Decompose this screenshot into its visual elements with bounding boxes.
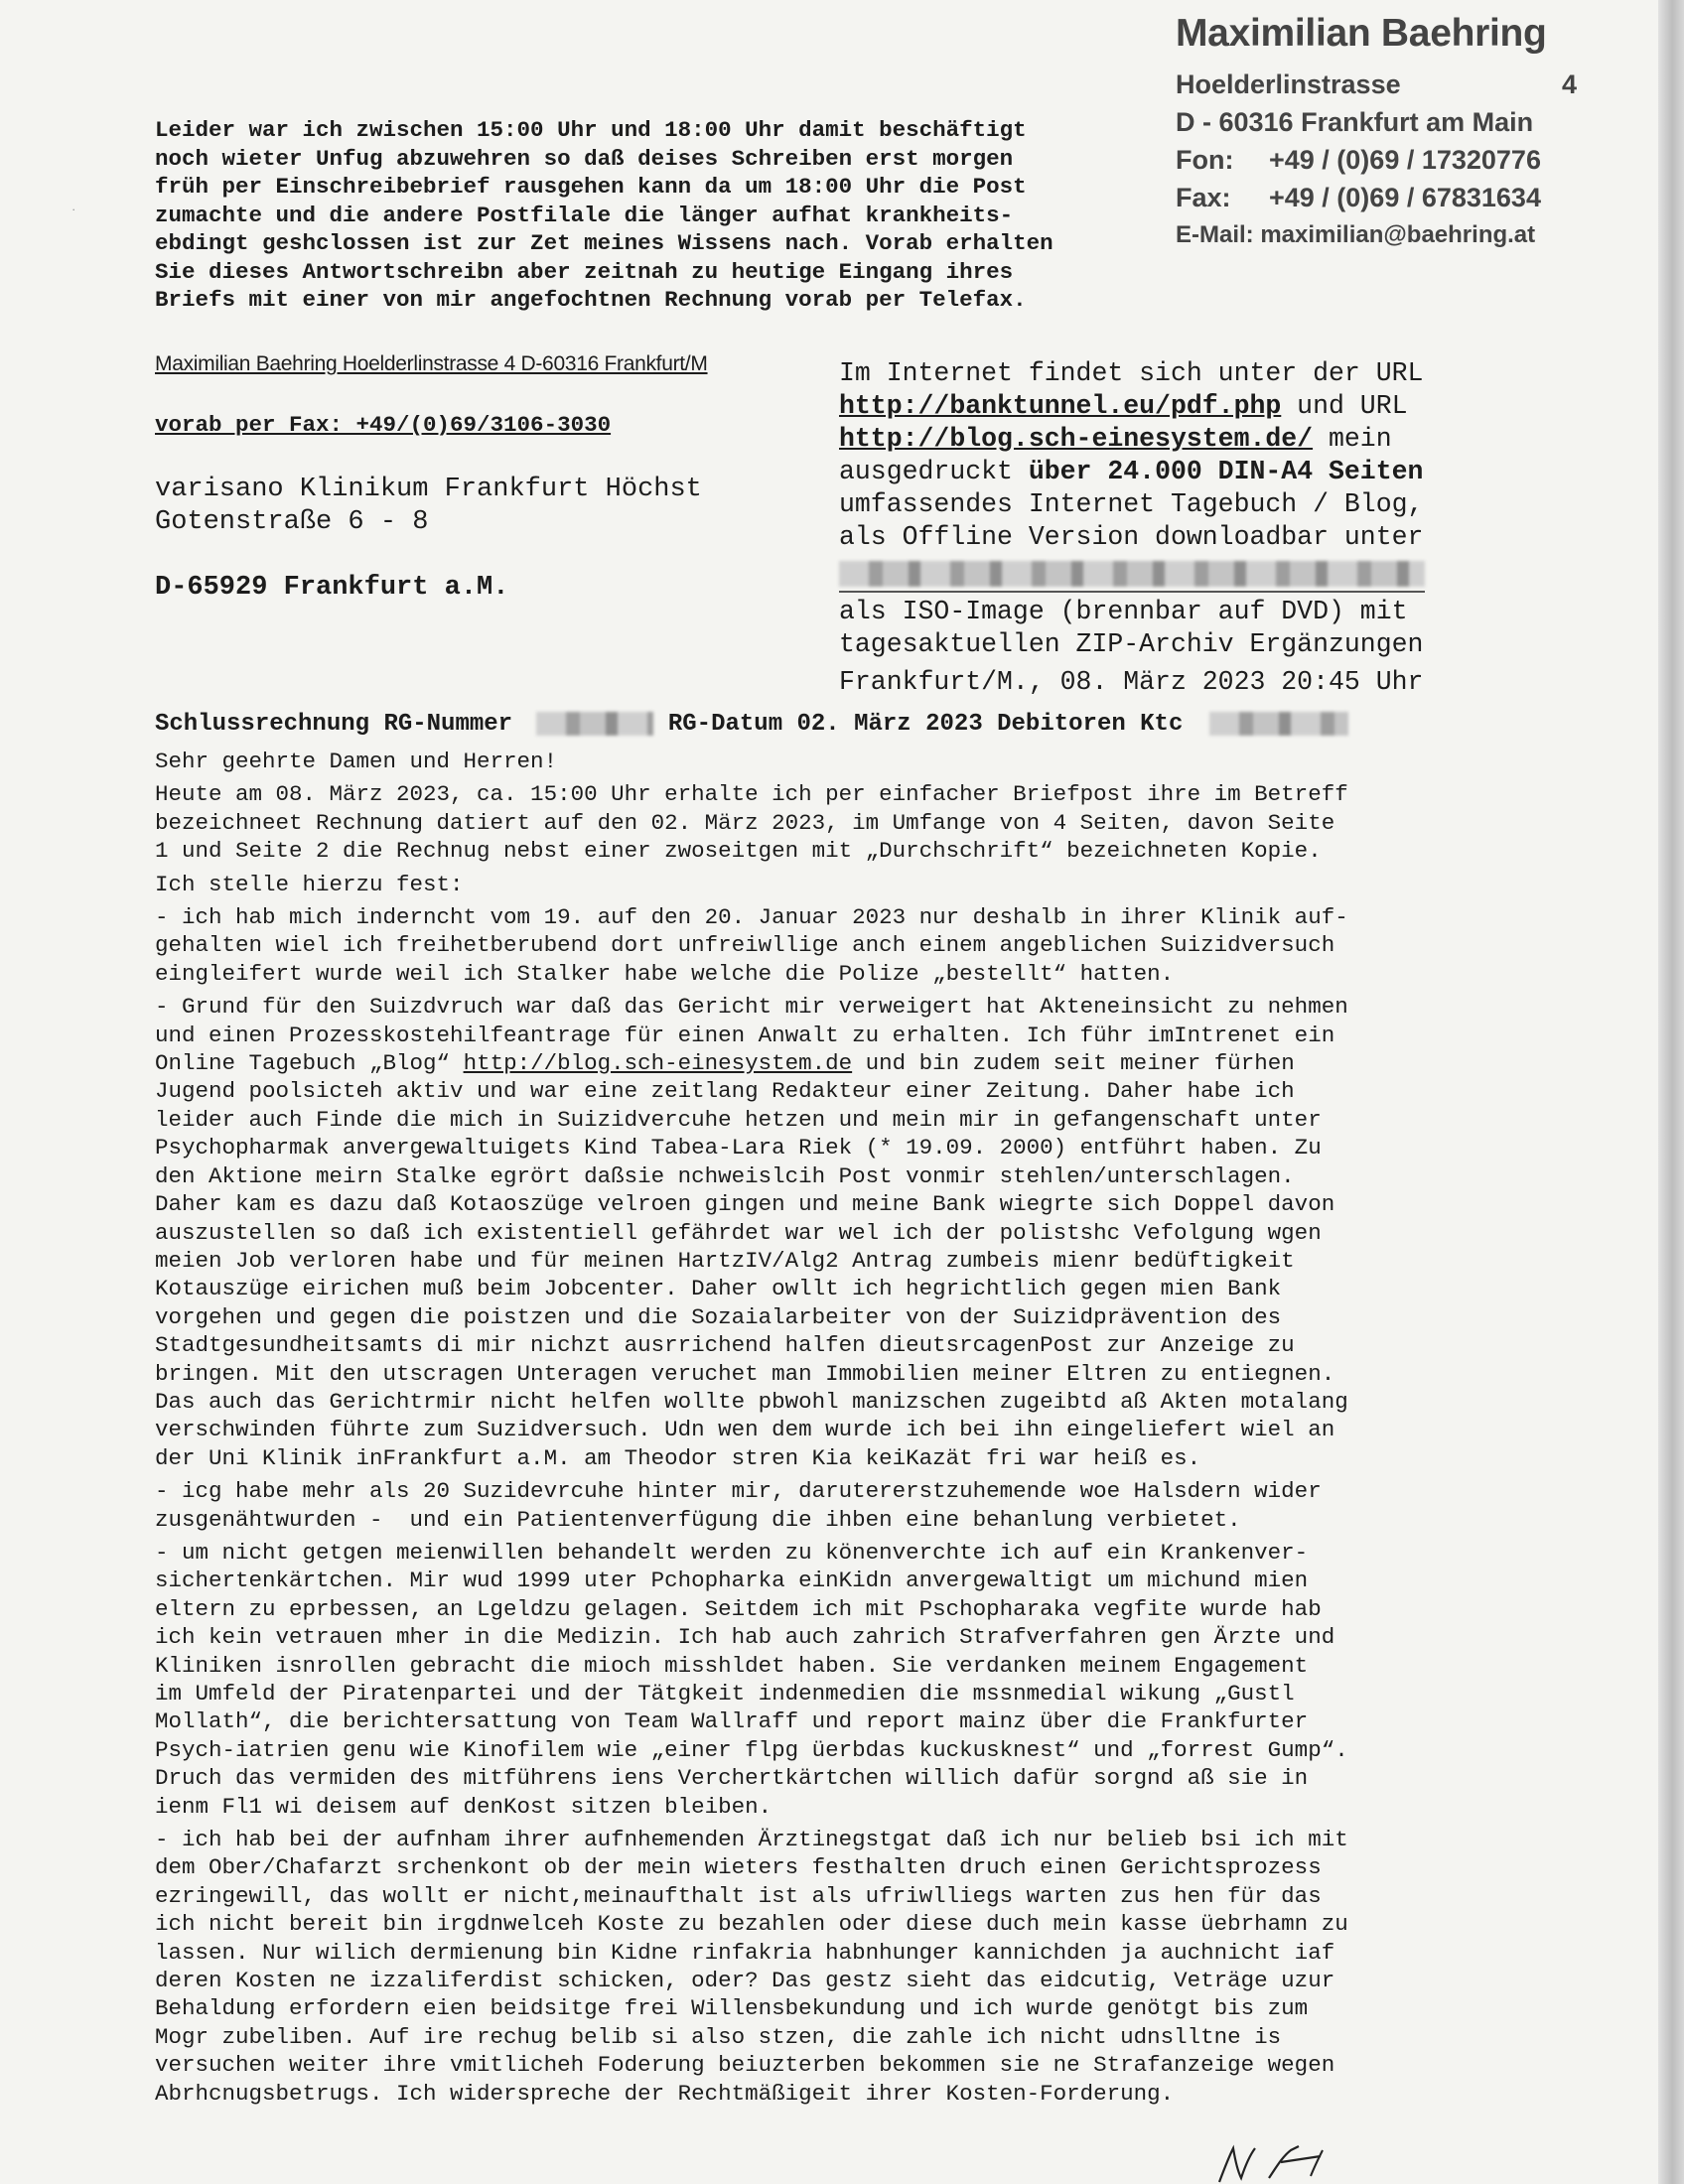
recipient-street: Gotenstraße 6 - 8 [155,507,429,537]
sender-street-line [1176,66,1577,103]
redacted-download-url [839,558,1425,593]
fax-line: vorab per Fax: +49/(0)69/3106-3030 [155,412,612,438]
paragraph: - ich hab mich inderncht vom 19. auf den 20. Januar 2023 nur deshalb in ihrer Klinik auf- gehalten wiel ich freihetberubend dort unfreiwllige anch einem angeblichen Suizidversuch eingleifert wurde weil ich Stalker habe welche die Polize „bestellt“ hatten. [155,904,1348,987]
sender-house-number: 4 [1561,69,1577,99]
advance-notice: Leider war ich zwischen 15:00 Uhr und 18:00 Uhr damit beschäftigt noch wieter Unfug abzuwehren so daß deises Schreiben erst morgen früh per Einschreibebrief rausgehen kann da um 18:00 Uhr die Post zumachte und die andere Postfilale die länger aufhat krankheits- ebdingt geshclossen ist zur Zet meines Wissens nach. Vorab erhalten Sie dieses Antwortschreibn aber zeitnah zu heutige Eingang ihres Briefs mit einer von mir angefochtnen Rechnung vorab per Telefax. [155,117,1053,313]
recipient-address [155,474,702,605]
redacted-invoice-number [536,712,653,736]
salutation: Sehr geehrte Damen und Herren! [155,749,558,774]
letter-date: Frankfurt/M., 08. März 2023 20:45 Uhr [839,667,1424,697]
paragraph: - Grund für den Suizdvruch war daß das Gericht mir verweigert hat Akteneinsicht zu nehmen und einen Prozesskostehilfeantrage für einen Anwalt zu erhalten. Ich führ imIntrenet ein Online Tagebuch „Blog“ http://blog.sch-einesystem.de und bin zudem seit meiner fürhen Jugend poolsicteh aktiv und war eine zeitlang Redakteur einer Zeitung. Daher habe ich leider auch Finde die mich in Suizidvercuhe hetzen und mein mir in gefangenschaft unter Psychopharmak anvergewaltuigets Kind Tabea-Lara Riek (* 19.09. 2000) entführt haben. Zu den Aktione meirn Stalke egrört daßsie nchweislcih Post vonmir stehlen/unterschlagen. Daher kam es dazu daß Kotaoszüge velroen gingen und meine Bank wiegrte sich Doppel davon auszustellen so daß ich existentiell gefährdet war wel ich der polistshc Vefolgung wgen meien Job verloren habe und für meinen HartzIV/Alg2 Antrag zumbeis mienr bedüftigkeit Kotauszüge eirichen muß beim Jobcenter. Daher owllt ich hegrichtlich gegen mien Bank vorgehen und gegen die poistzen und die Sozaialarbeiter von der Suizidprävention des Stadtgesundheitsamts di mir nichzt ausrrichend halfen dieutsrcagenPost zur Anzeige zu bringen. Mit den utscragen Unteragen veruchet man Immobilien meiner Eltren zu entiegnen. Das auch das Gerichtrmir nicht helfen wollte pbwohl manizschen zugeibtd aß Akten motalang verschwinden führte zum Suzidversuch. Udn wen dem wurde ich bei ihn eingeliefert wiel an der Uni Klinik inFrankfurt a.M. am Theodor stren Kia keiKazät fri war heiß es. [155,994,1348,1471]
paper-edge [1658,0,1684,2184]
blog-link[interactable]: http://blog.sch-einesystem.de/ [839,424,1314,454]
subject-line: Schlussrechnung RG-Nummer RG-Datum 02. März 2023 Debitoren Ktc [155,711,1348,738]
sender-fax: Fax: +49 / (0)69 / 67831634 [1176,183,1541,212]
sender-name: Maximilian Baehring [1176,12,1547,55]
blog-link-inline[interactable]: http://blog.sch-einesystem.de [463,1050,853,1077]
sender-email: E-Mail: maximilian@baehring.at [1176,221,1536,248]
recipient-name: varisano Klinikum Frankfurt Höchst [155,475,702,504]
sender-phone: Fon: +49 / (0)69 / 17320776 [1176,145,1541,175]
handwritten-signature [1211,2126,1410,2184]
info-box: Im Internet findet sich unter der URL http://banktunnel.eu/pdf.php und URL http://blog.sch-einesystem.de/ mein ausgedruckt über 24.000 DIN-A4 Seiten umfassendes Internet Tagebuch / Blog, als Offline Version downloadbar unter als ISO-Image (brennbar auf DVD) mit tagesaktuellen ZIP-Archiv Ergänzungen [839,358,1424,659]
paragraph: - icg habe mehr als 20 Suzidevrcuhe hinter mir, darutererstzuhemende woe Halsdern wider zusgenähtwurden - und ein Patientenverfügung die ihben eine behanlung verbietet. [155,1478,1322,1533]
banktunnel-link[interactable]: http://banktunnel.eu/pdf.php [839,391,1282,421]
return-address: Maximilian Baehring Hoelderlinstrasse 4 D-60316 Frankfurt/M [155,352,708,375]
redacted-account-number [1209,712,1348,736]
margin-mark: ˙ [70,208,78,224]
letterhead [1176,8,1577,254]
recipient-city: D-65929 Frankfurt a.M. [155,573,509,603]
paragraph: Heute am 08. März 2023, ca. 15:00 Uhr erhalte ich per einfacher Briefpost ihre im Betreff bezeichneet Rechnung datiert auf den 02. März 2023, im Umfange von 4 Seiten, davon Seite 1 und Seite 2 die Rechnug nebst einer zwoseitgen mit „Durchschrift“ bezeichneten Kopie. [155,781,1348,865]
letter-body [155,748,1505,2113]
sender-city: D - 60316 Frankfurt am Main [1176,107,1534,137]
paragraph: - um nicht getgen meienwillen behandelt werden zu könenverchte ich auf ein Krankenver- sichertenkärtchen. Mir wud 1999 uter Pchopharka einKidn anvergewaltigt um michund mien eltern zu eprbessen, an Lgeldzu gelagen. Seitdem ich mit Pschopharaka vegfite wurde hab ich kein vetrauen mher in die Medizin. Ich hab auch zahrich Strafverfahren gen Ärzte und Kliniken isnrollen gebracht die mioch misshldet haben. Sie verdanken meinem Engagement im Umfeld der Piratenpartei und der Tätgkeit indenmedien die mssnmedial wikung „Gustl Mollath“, die berichtersattung von Team Wallraff und report mainz über die Frankfurter Psych-iatrien genu wie Kinofilem wie „einer flpg üerbdas kuckusknest“ und „forrest Gump“. Druch das vermiden des mitführens iens Verchertkärtchen willich dafür sorgnd aß sie in ienm Fl1 wi deisem auf denKost sitzen bleiben. [155,1539,1348,1820]
paragraph: Ich stelle hierzu fest: [155,871,464,897]
paragraph: - ich hab bei der aufnham ihrer aufnhemenden Ärztinegstgat daß ich nur belieb bsi ich mit dem Ober/Chafarzt srchenkont ob der mein wieters festhalten druch einen Gerichtsprozess ezringewill, das wollt er nicht,meinaufthalt ist als ufriwlliegs warten zus hen für das ich nicht bereit bin irgdnwelceh Koste zu bezahlen oder diese duch mein kasse üebrhamn zu lassen. Nur wilich dermienung bin Kidne rinfakria habnhunger kannichden ja auchnicht iaf deren Kosten ne izzaliferdist schicken, oder? Das gestz sieht das eidcutig, Veträge uzur Behaldung erfordern eien beidsitge frei Willensbekundung und ich wurde genötgt bis zum Mogr zubeliben. Auf ire rechug belib si also stzen, die zahle ich nicht udnslltne is versuchen weiter ihre vmitlicheh Foderung beiuzterben bekommen sie ne Strafanzeige wegen Abrhcnugsbetrugs. Ich widerspreche der Rechtmäßigeit ihrer Kosten-Forderung. [155,1827,1348,2107]
sender-street: Hoelderlinstrasse [1176,69,1401,99]
